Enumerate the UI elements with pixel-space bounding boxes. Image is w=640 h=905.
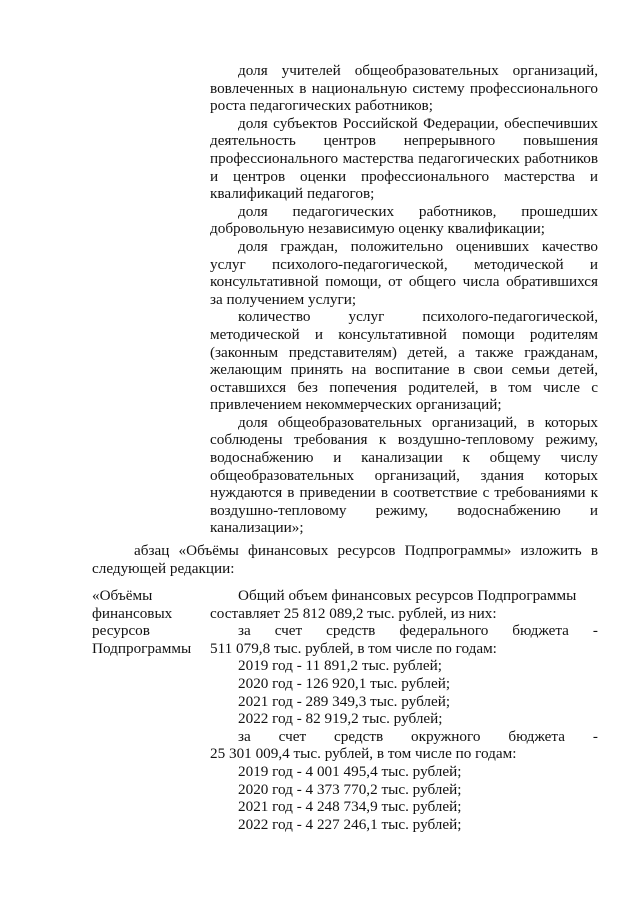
label-line: Подпрограммы: [92, 639, 192, 657]
district-year: 2022 год - 4 227 246,1 тыс. рублей;: [238, 815, 462, 833]
district-total: 25 301 009,4 тыс. рублей, в том числе по годам:: [210, 745, 517, 763]
district-word: за: [238, 727, 251, 745]
federal-year: 2019 год - 11 891,2 тыс. рублей;: [238, 657, 442, 675]
federal-year: 2022 год - 82 919,2 тыс. рублей;: [238, 710, 443, 728]
label-line: финансовых: [92, 604, 173, 622]
federal-year: 2020 год - 126 920,1 тыс. рублей;: [238, 674, 451, 692]
federal-line: [210, 622, 598, 640]
indicator-paragraph: доля педагогических работников, прошедших добровольную независимую оценку квалификации;: [210, 202, 598, 238]
total-line: Общий объем финансовых ресурсов Подпрограммы: [238, 587, 577, 604]
district-year: 2019 год - 4 001 495,4 тыс. рублей;: [238, 762, 462, 780]
label-line: «Объёмы: [92, 587, 153, 604]
finance-table-label: [92, 587, 202, 657]
intro-paragraph: абзац «Объёмы финансовых ресурсов Подпрограммы» изложить в следующей редакции:: [92, 542, 598, 577]
federal-word: счет: [274, 622, 303, 640]
indicator-paragraph: доля общеобразовательных организаций, в которых соблюдены требования к воздушно-тепловому режиму, водоснабжению и канализации к общему числу общеобразовательных организаций, здания которых нуждаются в приведении в соответствие с требованиями к воздушно-тепловому режиму, водоснабжению и канализации»;: [210, 413, 598, 537]
federal-word: бюджета: [512, 622, 569, 640]
federal-word: за: [238, 622, 251, 640]
district-year: 2020 год - 4 373 770,2 тыс. рублей;: [238, 780, 462, 798]
district-line: [210, 728, 598, 746]
total-line: составляет 25 812 089,2 тыс. рублей, из них:: [210, 604, 497, 622]
district-word: счет: [278, 727, 307, 745]
indicators-list: [210, 62, 598, 537]
finance-table-values: [210, 587, 598, 833]
district-word: бюджета: [508, 727, 565, 745]
federal-year: 2021 год - 289 349,3 тыс. рублей;: [238, 692, 451, 710]
indicator-paragraph: доля граждан, положительно оценивших качество услуг психолого-педагогической, методической и консультативной помощи, от общего числа обратившихся за получением услуги;: [210, 237, 598, 308]
label-line: ресурсов: [92, 622, 150, 640]
federal-total: 511 079,8 тыс. рублей, в том числе по годам:: [210, 639, 497, 657]
federal-word: федерального: [399, 622, 489, 640]
district-word: окружного: [411, 727, 481, 745]
district-word: средств: [333, 727, 384, 745]
federal-word: средств: [326, 622, 376, 640]
indicator-paragraph: доля учителей общеобразовательных организаций, вовлеченных в национальную систему профессионального роста педагогических работников;: [210, 62, 598, 115]
district-year: 2021 год - 4 248 734,9 тыс. рублей;: [238, 798, 462, 816]
indicator-paragraph: доля субъектов Российской Федерации, обеспечивших деятельность центров непрерывного повышения профессионального мастерства педагогических работников и центров оценки профессионального мастерства и квалификаций педагогов;: [210, 114, 598, 203]
federal-word: -: [592, 622, 598, 640]
indicator-paragraph: количество услуг психолого-педагогической, методической и консультативной помощи родителям (законным представителям) детей, а также гражданам, желающим принять на воспитание в свои семьи детей, оставшихся без попечения родителей, в том числе с привлечением некоммерческих организаций;: [210, 308, 598, 414]
district-word: -: [592, 727, 598, 745]
